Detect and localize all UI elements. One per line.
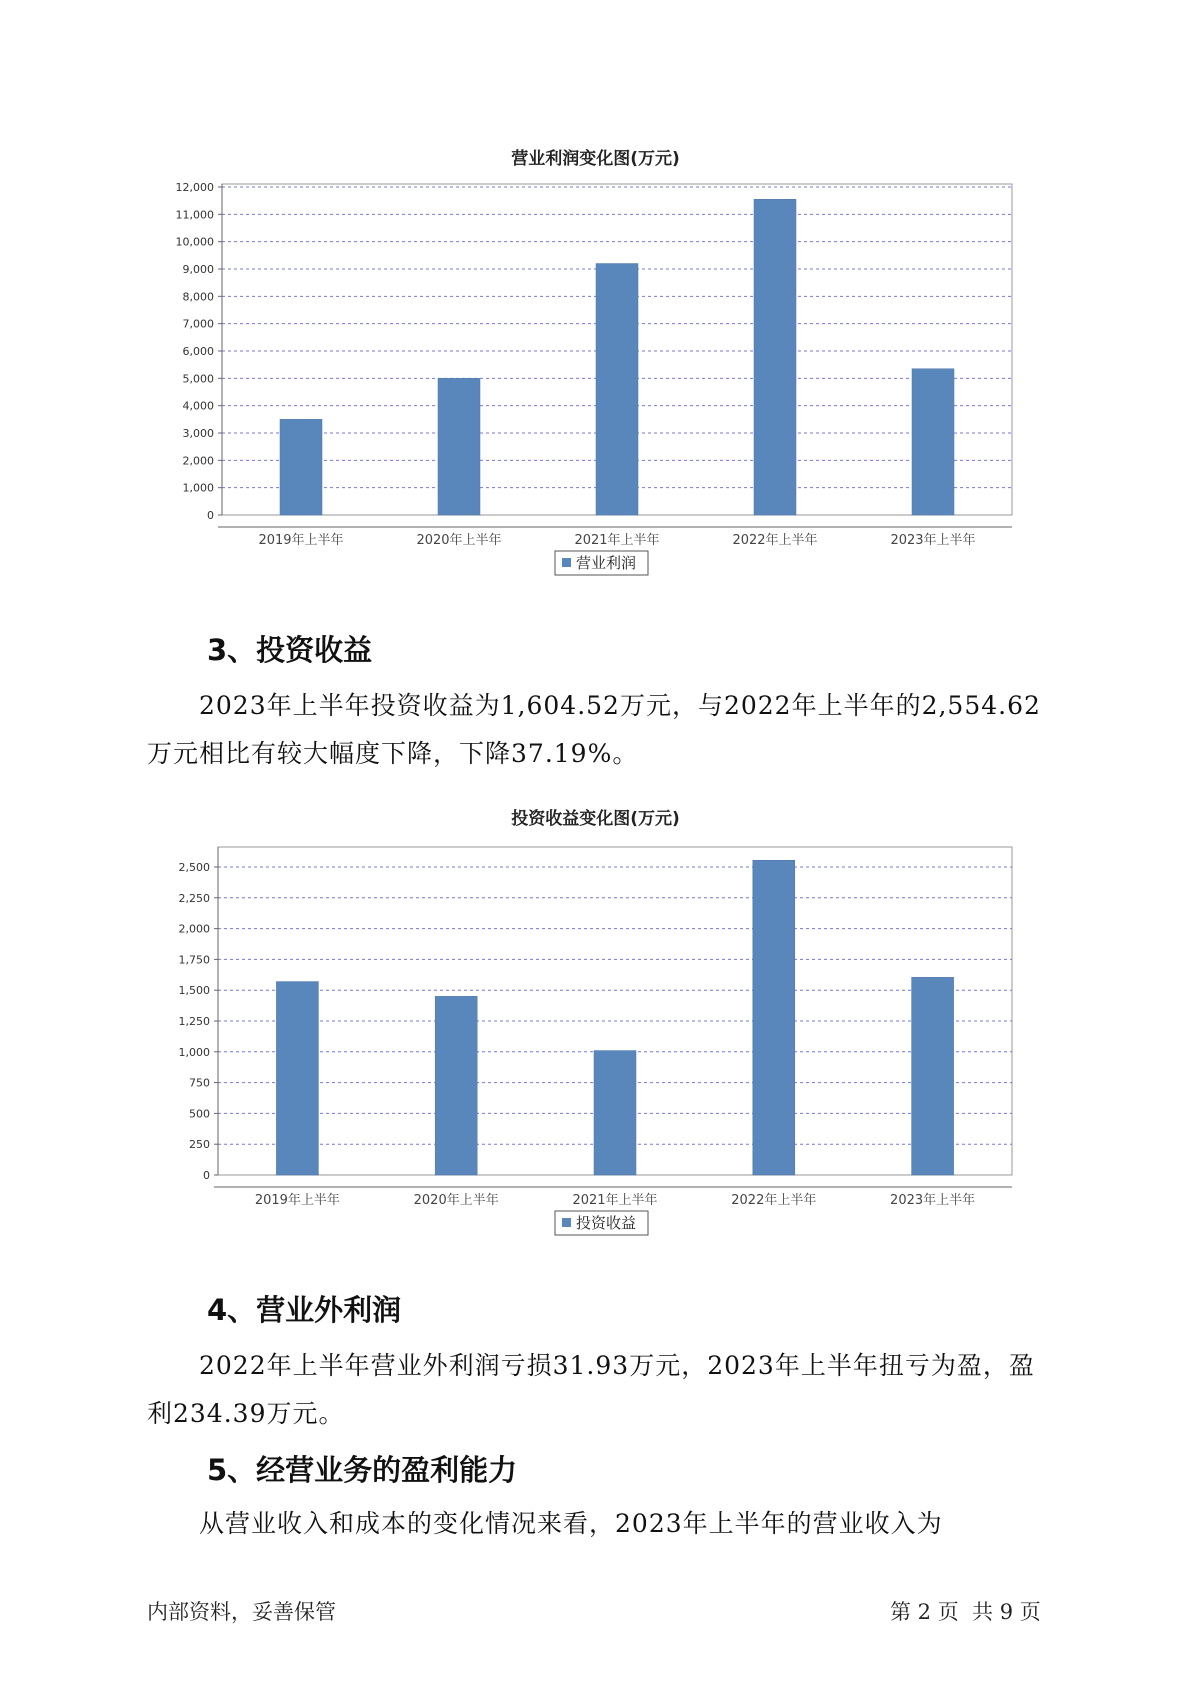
y-tick-label: 7,000	[182, 317, 214, 331]
footer-left: 内部资料，妥善保管	[147, 1600, 336, 1624]
y-tick-label: 12,000	[175, 181, 214, 194]
x-tick-label: 2020年上半年	[416, 533, 502, 548]
bar	[594, 1051, 636, 1175]
x-tick-label: 2022年上半年	[731, 1193, 817, 1208]
investment-income-chart	[0, 800, 1191, 1232]
y-tick-label: 1,250	[178, 1015, 210, 1028]
legend-label: 投资收益	[576, 1214, 637, 1232]
y-tick-label: 250	[189, 1138, 210, 1152]
legend-label: 营业利润	[576, 554, 637, 572]
bar	[912, 977, 954, 1175]
section-5-heading: 5、经营业务的盈利能力	[207, 1453, 518, 1487]
bar	[754, 199, 796, 515]
x-tick-label: 2023年上半年	[890, 1193, 976, 1208]
bar	[435, 996, 477, 1175]
chart-title: 营业利润变化图(万元)	[511, 149, 680, 169]
chart-title: 投资收益变化图(万元)	[511, 809, 680, 829]
y-tick-label: 8,000	[182, 290, 214, 304]
y-tick-label: 2,000	[178, 922, 210, 936]
x-tick-label: 2019年上半年	[254, 1193, 340, 1208]
x-tick-label: 2021年上半年	[572, 1193, 658, 1208]
y-tick-label: 2,250	[178, 891, 210, 905]
legend-swatch	[562, 1218, 571, 1227]
y-tick-label: 1,500	[178, 984, 210, 998]
footer-page-number: 第 2 页 共 9 页	[890, 1600, 1041, 1624]
x-tick-label: 2022年上半年	[732, 533, 818, 548]
y-tick-label: 6,000	[182, 345, 214, 358]
x-tick-label: 2019年上半年	[258, 533, 344, 548]
y-tick-label: 5,000	[182, 372, 214, 386]
y-tick-label: 10,000	[175, 235, 214, 249]
y-tick-label: 11,000	[175, 208, 214, 222]
operating-profit-chart	[0, 140, 1191, 572]
section-3-paragraph: 2023年上半年投资收益为1,604.52万元，与2022年上半年的2,554.62万元相比有较大幅度下降，下降37.19%。	[147, 691, 1041, 768]
bar	[276, 982, 318, 1175]
bar	[912, 369, 954, 515]
legend-swatch	[562, 558, 571, 567]
bar	[596, 264, 638, 515]
y-tick-label: 0	[203, 1169, 210, 1182]
y-tick-label: 1,750	[178, 953, 210, 967]
x-tick-label: 2021年上半年	[574, 533, 660, 548]
section-4-paragraph: 2022年上半年营业外利润亏损31.93万元，2023年上半年扭亏为盈，盈利234.39万元。	[147, 1351, 1035, 1428]
y-tick-label: 4,000	[182, 399, 214, 413]
bar	[753, 860, 795, 1175]
y-tick-label: 2,500	[178, 861, 210, 874]
y-tick-label: 1,000	[182, 481, 214, 495]
y-tick-label: 0	[207, 509, 214, 522]
section-5-paragraph: 从营业收入和成本的变化情况来看，2023年上半年的营业收入为	[199, 1509, 943, 1538]
y-tick-label: 500	[189, 1107, 210, 1121]
bar	[438, 378, 480, 515]
operating-profit-chart-svg	[0, 140, 1191, 590]
x-tick-label: 2020年上半年	[413, 1193, 499, 1208]
y-tick-label: 750	[189, 1076, 210, 1090]
bar	[280, 419, 322, 515]
section-3-heading: 3、投资收益	[207, 633, 373, 667]
section-4-heading: 4、营业外利润	[207, 1293, 402, 1327]
y-tick-label: 3,000	[182, 427, 214, 440]
investment-income-chart-svg	[0, 800, 1191, 1250]
y-tick-label: 2,000	[182, 454, 214, 468]
y-tick-label: 1,000	[178, 1045, 210, 1059]
y-tick-label: 9,000	[182, 263, 214, 276]
x-tick-label: 2023年上半年	[890, 533, 976, 548]
